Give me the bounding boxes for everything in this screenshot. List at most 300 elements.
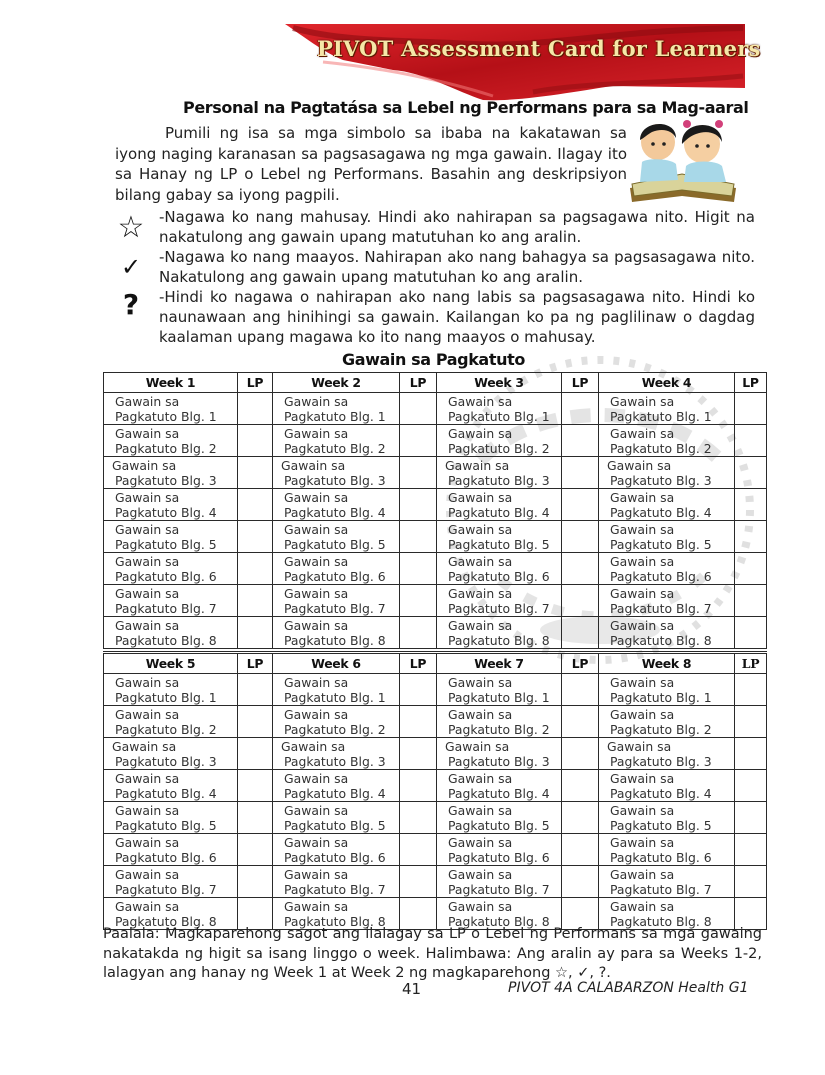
activity-cell <box>599 674 735 706</box>
lp-input-cell[interactable] <box>238 521 273 553</box>
activity-label-line2: Pagkatuto Blg. 2 <box>610 721 712 737</box>
activity-label-line2: Pagkatuto Blg. 2 <box>448 440 550 456</box>
lp-input-cell[interactable] <box>400 674 437 706</box>
activity-label-line2: Pagkatuto Blg. 7 <box>610 881 712 897</box>
activity-label-line2: Pagkatuto Blg. 1 <box>448 408 550 424</box>
week-header: Week 7 <box>437 653 562 674</box>
activity-label-line1: Gawain sa <box>610 521 675 537</box>
lp-input-cell[interactable] <box>735 489 767 521</box>
activity-cell <box>437 834 562 866</box>
activity-cell <box>599 457 735 489</box>
lp-input-cell[interactable] <box>238 802 273 834</box>
assessment-table-weeks-5-8 <box>103 651 767 930</box>
lp-input-cell[interactable] <box>735 585 767 617</box>
activity-cell <box>599 706 735 738</box>
lp-header: LP <box>562 373 599 393</box>
children-reading-illustration <box>622 110 742 205</box>
lp-input-cell[interactable] <box>562 489 599 521</box>
activity-label-line2: Pagkatuto Blg. 3 <box>610 753 712 769</box>
activity-label-line2: Pagkatuto Blg. 8 <box>610 632 712 648</box>
activity-label-line2: Pagkatuto Blg. 7 <box>115 600 217 616</box>
lp-input-cell[interactable] <box>562 393 599 425</box>
activity-label-line1: Gawain sa <box>284 674 349 690</box>
activity-cell <box>104 553 238 585</box>
activity-cell <box>599 802 735 834</box>
activity-label-line1: Gawain sa <box>115 802 180 818</box>
activity-cell <box>104 393 238 425</box>
activity-cell <box>599 425 735 457</box>
activity-cell <box>437 674 562 706</box>
activity-label-line1: Gawain sa <box>445 738 510 754</box>
activity-label-line2: Pagkatuto Blg. 1 <box>610 408 712 424</box>
lp-input-cell[interactable] <box>735 738 767 770</box>
activity-label-line1: Gawain sa <box>448 617 513 633</box>
activity-label-line1: Gawain sa <box>284 802 349 818</box>
activity-label-line2: Pagkatuto Blg. 7 <box>448 600 550 616</box>
lp-input-cell[interactable] <box>400 521 437 553</box>
lp-input-cell[interactable] <box>238 738 273 770</box>
activity-cell <box>104 617 238 649</box>
activity-label-line1: Gawain sa <box>112 738 177 754</box>
activity-label-line1: Gawain sa <box>284 393 349 409</box>
activity-cell <box>104 674 238 706</box>
activity-cell <box>599 393 735 425</box>
activity-cell <box>273 738 400 770</box>
activity-label-line1: Gawain sa <box>610 770 675 786</box>
lp-input-cell[interactable] <box>238 489 273 521</box>
activity-label-line1: Gawain sa <box>610 553 675 569</box>
activity-cell <box>437 617 562 649</box>
activity-cell <box>273 585 400 617</box>
table-row <box>104 674 767 706</box>
activity-label-line2: Pagkatuto Blg. 3 <box>115 472 217 488</box>
activity-label-line1: Gawain sa <box>115 585 180 601</box>
lp-input-cell[interactable] <box>562 834 599 866</box>
activity-label-line1: Gawain sa <box>284 617 349 633</box>
activity-label-line1: Gawain sa <box>448 585 513 601</box>
activity-label-line1: Gawain sa <box>284 553 349 569</box>
activity-label-line1: Gawain sa <box>115 489 180 505</box>
activity-cell <box>273 674 400 706</box>
activity-label-line2: Pagkatuto Blg. 1 <box>115 689 217 705</box>
activity-cell <box>273 457 400 489</box>
activity-label-line1: Gawain sa <box>448 770 513 786</box>
activity-label-line2: Pagkatuto Blg. 6 <box>115 849 217 865</box>
activity-cell <box>437 738 562 770</box>
lp-input-cell[interactable] <box>238 617 273 649</box>
lp-header: LP <box>238 653 273 674</box>
activity-label-line2: Pagkatuto Blg. 5 <box>610 536 712 552</box>
lp-input-cell[interactable] <box>400 738 437 770</box>
activity-label-line2: Pagkatuto Blg. 6 <box>115 568 217 584</box>
table-header-row <box>104 373 767 393</box>
activity-cell <box>273 393 400 425</box>
activity-label-line1: Gawain sa <box>448 706 513 722</box>
activity-cell <box>104 521 238 553</box>
activity-cell <box>437 802 562 834</box>
activity-cell <box>437 553 562 585</box>
activity-cell <box>104 738 238 770</box>
activity-label-line1: Gawain sa <box>610 834 675 850</box>
lp-input-cell[interactable] <box>562 738 599 770</box>
activity-label-line2: Pagkatuto Blg. 5 <box>115 536 217 552</box>
lp-input-cell[interactable] <box>562 866 599 898</box>
intro-text: Pumili ng isa sa mga simbolo sa ibaba na kakatawan sa iyong naging karanasan sa pagsasagawa ng mga gawain. Ilagay ito sa Hanay ng LP o Lebel ng Performans. Basahin ang deskripsiyon bilang gabay sa iyong pagpili. <box>115 124 627 204</box>
activity-cell <box>104 770 238 802</box>
lp-input-cell[interactable] <box>735 617 767 649</box>
activity-label-line2: Pagkatuto Blg. 3 <box>284 753 386 769</box>
activity-label-line2: Pagkatuto Blg. 1 <box>284 689 386 705</box>
page-heading: Personal na Pagtatása sa Lebel ng Performans para sa Mag-aaral <box>183 98 749 117</box>
lp-header: LP <box>735 653 767 674</box>
lp-input-cell[interactable] <box>562 706 599 738</box>
lp-input-cell[interactable] <box>735 770 767 802</box>
lp-input-cell[interactable] <box>400 866 437 898</box>
page-number: 41 <box>402 980 422 998</box>
activity-label-line1: Gawain sa <box>610 706 675 722</box>
lp-input-cell[interactable] <box>400 706 437 738</box>
activity-cell <box>104 489 238 521</box>
activity-label-line2: Pagkatuto Blg. 8 <box>610 913 712 929</box>
week-header: Week 1 <box>104 373 238 393</box>
activity-cell <box>599 770 735 802</box>
table-row <box>104 770 767 802</box>
table-row <box>104 489 767 521</box>
activity-label-line2: Pagkatuto Blg. 5 <box>448 817 550 833</box>
lp-input-cell[interactable] <box>238 457 273 489</box>
activity-cell <box>273 553 400 585</box>
table-row <box>104 425 767 457</box>
table-row <box>104 553 767 585</box>
activity-label-line2: Pagkatuto Blg. 2 <box>284 721 386 737</box>
activity-label-line1: Gawain sa <box>448 834 513 850</box>
table-row <box>104 585 767 617</box>
activity-cell <box>437 457 562 489</box>
activity-cell <box>104 866 238 898</box>
activity-cell <box>104 802 238 834</box>
week-header: Week 5 <box>104 653 238 674</box>
activity-cell <box>437 521 562 553</box>
activity-label-line1: Gawain sa <box>284 770 349 786</box>
lp-input-cell[interactable] <box>238 425 273 457</box>
activity-cell <box>599 553 735 585</box>
star-outline-icon: ☆ <box>117 210 145 245</box>
activity-label-line2: Pagkatuto Blg. 3 <box>448 472 550 488</box>
table-row <box>104 834 767 866</box>
lp-input-cell[interactable] <box>562 425 599 457</box>
banner <box>283 22 763 102</box>
activity-label-line2: Pagkatuto Blg. 1 <box>115 408 217 424</box>
activity-label-line2: Pagkatuto Blg. 4 <box>448 504 550 520</box>
activity-label-line1: Gawain sa <box>284 489 349 505</box>
week-header: Week 2 <box>273 373 400 393</box>
activity-label-line2: Pagkatuto Blg. 4 <box>284 785 386 801</box>
activity-label-line2: Pagkatuto Blg. 4 <box>284 504 386 520</box>
lp-input-cell[interactable] <box>735 834 767 866</box>
table-row <box>104 393 767 425</box>
activity-label-line1: Gawain sa <box>448 553 513 569</box>
table-row <box>104 706 767 738</box>
lp-input-cell[interactable] <box>735 425 767 457</box>
lp-input-cell[interactable] <box>238 866 273 898</box>
lp-input-cell[interactable] <box>400 585 437 617</box>
activity-label-line2: Pagkatuto Blg. 2 <box>610 440 712 456</box>
activity-label-line1: Gawain sa <box>284 834 349 850</box>
activity-label-line1: Gawain sa <box>448 393 513 409</box>
activity-label-line2: Pagkatuto Blg. 7 <box>284 881 386 897</box>
lp-input-cell[interactable] <box>562 617 599 649</box>
legend-item-star <box>116 207 755 247</box>
activity-label-line2: Pagkatuto Blg. 5 <box>115 817 217 833</box>
question-mark-icon: ? <box>122 288 140 321</box>
table-row <box>104 738 767 770</box>
activity-label-line2: Pagkatuto Blg. 1 <box>448 689 550 705</box>
activity-label-line2: Pagkatuto Blg. 4 <box>448 785 550 801</box>
activity-cell <box>599 738 735 770</box>
activity-label-line2: Pagkatuto Blg. 4 <box>610 785 712 801</box>
week-header: Week 3 <box>437 373 562 393</box>
activity-cell <box>104 425 238 457</box>
activity-label-line2: Pagkatuto Blg. 6 <box>448 568 550 584</box>
activity-label-line1: Gawain sa <box>115 425 180 441</box>
activity-cell <box>273 770 400 802</box>
lp-input-cell[interactable] <box>400 770 437 802</box>
activity-label-line2: Pagkatuto Blg. 2 <box>115 721 217 737</box>
activity-cell <box>273 521 400 553</box>
lp-input-cell[interactable] <box>400 425 437 457</box>
lp-input-cell[interactable] <box>238 770 273 802</box>
activity-label-line2: Pagkatuto Blg. 5 <box>610 817 712 833</box>
lp-input-cell[interactable] <box>562 674 599 706</box>
activity-label-line1: Gawain sa <box>112 457 177 473</box>
lp-input-cell[interactable] <box>238 706 273 738</box>
activity-cell <box>437 866 562 898</box>
banner-title: PIVOT Assessment Card for Learners <box>317 36 761 61</box>
activity-label-line2: Pagkatuto Blg. 7 <box>448 881 550 897</box>
lp-header: LP <box>400 653 437 674</box>
activity-label-line1: Gawain sa <box>610 898 675 914</box>
legend-text: -Nagawa ko nang maayos. Nahirapan ako nang bahagya sa pagsasagawa nito. Nakatulong ang gawain upang matutuhan ko ang aralin. <box>159 248 755 286</box>
activity-label-line2: Pagkatuto Blg. 4 <box>115 504 217 520</box>
activity-label-line1: Gawain sa <box>284 706 349 722</box>
lp-header: LP <box>400 373 437 393</box>
lp-input-cell[interactable] <box>400 393 437 425</box>
activity-label-line2: Pagkatuto Blg. 3 <box>610 472 712 488</box>
activity-cell <box>437 706 562 738</box>
activity-cell <box>599 521 735 553</box>
table-row <box>104 521 767 553</box>
activity-label-line2: Pagkatuto Blg. 6 <box>610 568 712 584</box>
lp-input-cell[interactable] <box>562 553 599 585</box>
activity-label-line1: Gawain sa <box>610 393 675 409</box>
activity-label-line1: Gawain sa <box>448 489 513 505</box>
activity-cell <box>599 866 735 898</box>
activity-label-line2: Pagkatuto Blg. 8 <box>284 632 386 648</box>
lp-input-cell[interactable] <box>238 393 273 425</box>
activity-label-line2: Pagkatuto Blg. 2 <box>448 721 550 737</box>
lp-input-cell[interactable] <box>562 585 599 617</box>
activity-label-line1: Gawain sa <box>284 866 349 882</box>
activity-label-line1: Gawain sa <box>610 617 675 633</box>
activity-label-line2: Pagkatuto Blg. 8 <box>115 632 217 648</box>
lp-input-cell[interactable] <box>562 770 599 802</box>
activity-label-line1: Gawain sa <box>607 738 672 754</box>
lp-input-cell[interactable] <box>735 706 767 738</box>
lp-input-cell[interactable] <box>562 802 599 834</box>
lp-input-cell[interactable] <box>735 674 767 706</box>
activity-cell <box>599 489 735 521</box>
activity-label-line1: Gawain sa <box>115 866 180 882</box>
lp-input-cell[interactable] <box>400 617 437 649</box>
activity-label-line1: Gawain sa <box>610 866 675 882</box>
activity-label-line2: Pagkatuto Blg. 3 <box>284 472 386 488</box>
activity-cell <box>599 585 735 617</box>
table-row <box>104 802 767 834</box>
lp-header: LP <box>735 373 767 393</box>
activity-cell <box>104 457 238 489</box>
activity-label-line1: Gawain sa <box>448 521 513 537</box>
activity-label-line2: Pagkatuto Blg. 7 <box>284 600 386 616</box>
table-row <box>104 866 767 898</box>
activity-cell <box>437 585 562 617</box>
assessment-table-weeks-1-4 <box>103 372 767 649</box>
activity-cell <box>599 834 735 866</box>
ribbon-graphic <box>283 22 763 102</box>
activity-label-line1: Gawain sa <box>284 425 349 441</box>
activity-label-line2: Pagkatuto Blg. 7 <box>610 600 712 616</box>
activity-label-line1: Gawain sa <box>448 866 513 882</box>
activity-cell <box>437 425 562 457</box>
activity-label-line1: Gawain sa <box>284 585 349 601</box>
lp-input-cell[interactable] <box>562 457 599 489</box>
lp-header: LP <box>238 373 273 393</box>
legend-text: -Hindi ko nagawa o nahirapan ako nang labis sa pagsasagawa nito. Hindi ko naunawaan ang hinihingi sa gawain. Kailangan ko pa ng paglilinaw o dagdag kaalaman upang magawa ko ito nang maayos o mahusay. <box>159 288 755 346</box>
activity-label-line1: Gawain sa <box>448 802 513 818</box>
activity-label-line2: Pagkatuto Blg. 6 <box>284 568 386 584</box>
activity-label-line1: Gawain sa <box>610 425 675 441</box>
legend-text: -Nagawa ko nang mahusay. Hindi ako nahirapan sa pagsagawa nito. Higit na nakatulong ang gawain upang matutuhan ko ang aralin. <box>159 208 755 246</box>
lp-input-cell[interactable] <box>238 674 273 706</box>
activity-label-line1: Gawain sa <box>115 834 180 850</box>
activity-label-line2: Pagkatuto Blg. 5 <box>284 536 386 552</box>
activity-label-line2: Pagkatuto Blg. 8 <box>448 913 550 929</box>
checkmark-icon: ✓ <box>120 253 142 281</box>
activity-label-line1: Gawain sa <box>610 489 675 505</box>
lp-input-cell[interactable] <box>735 457 767 489</box>
lp-input-cell[interactable] <box>238 553 273 585</box>
activity-cell <box>273 425 400 457</box>
activity-label-line1: Gawain sa <box>448 674 513 690</box>
lp-input-cell[interactable] <box>735 866 767 898</box>
activity-label-line2: Pagkatuto Blg. 3 <box>115 753 217 769</box>
legend-item-check <box>116 247 755 287</box>
activity-label-line1: Gawain sa <box>115 706 180 722</box>
activity-label-line2: Pagkatuto Blg. 8 <box>448 632 550 648</box>
activity-cell <box>104 585 238 617</box>
activity-cell <box>437 393 562 425</box>
lp-input-cell[interactable] <box>562 521 599 553</box>
week-header: Week 6 <box>273 653 400 674</box>
reminder-note: Paalala: Magkaparehong sagot ang ilalagay sa LP o Lebel ng Performans sa mga gawaing nakatakda ng higit sa isang linggo o week. Halimbawa: Ang aralin ay para sa Weeks 1-2, lalagyan ang hanay ng Week 1 at Week 2 ng magkaparehong ☆, ✓, ?. <box>103 926 762 981</box>
activity-label-line1: Gawain sa <box>445 457 510 473</box>
table-row <box>104 457 767 489</box>
activity-label-line1: Gawain sa <box>610 674 675 690</box>
legend-item-question <box>116 287 755 347</box>
activity-label-line2: Pagkatuto Blg. 4 <box>610 504 712 520</box>
activity-cell <box>273 866 400 898</box>
activity-label-line1: Gawain sa <box>115 521 180 537</box>
activity-label-line1: Gawain sa <box>281 738 346 754</box>
activity-cell <box>273 617 400 649</box>
activity-cell <box>437 489 562 521</box>
activity-label-line1: Gawain sa <box>115 393 180 409</box>
activity-label-line1: Gawain sa <box>610 585 675 601</box>
activity-label-line2: Pagkatuto Blg. 6 <box>448 849 550 865</box>
activity-label-line1: Gawain sa <box>115 674 180 690</box>
activity-label-line1: Gawain sa <box>607 457 672 473</box>
activity-label-line2: Pagkatuto Blg. 2 <box>115 440 217 456</box>
activity-label-line2: Pagkatuto Blg. 8 <box>115 913 217 929</box>
activity-label-line2: Pagkatuto Blg. 6 <box>284 849 386 865</box>
activity-cell <box>273 802 400 834</box>
activity-label-line2: Pagkatuto Blg. 1 <box>610 689 712 705</box>
intro-paragraph <box>115 123 627 205</box>
activity-label-line1: Gawain sa <box>284 898 349 914</box>
lp-input-cell[interactable] <box>735 802 767 834</box>
table-header-row <box>104 653 767 674</box>
lp-input-cell[interactable] <box>400 834 437 866</box>
activity-label-line2: Pagkatuto Blg. 1 <box>284 408 386 424</box>
lp-input-cell[interactable] <box>400 489 437 521</box>
table-title: Gawain sa Pagkatuto <box>342 350 525 369</box>
activity-label-line1: Gawain sa <box>448 425 513 441</box>
lp-input-cell[interactable] <box>735 521 767 553</box>
activity-label-line2: Pagkatuto Blg. 3 <box>448 753 550 769</box>
activity-cell <box>599 617 735 649</box>
lp-input-cell[interactable] <box>238 834 273 866</box>
activity-label-line1: Gawain sa <box>284 521 349 537</box>
activity-label-line1: Gawain sa <box>610 802 675 818</box>
activity-label-line1: Gawain sa <box>115 553 180 569</box>
footer-text: PIVOT 4A CALABARZON Health G1 <box>508 980 749 996</box>
lp-header: LP <box>562 653 599 674</box>
activity-cell <box>104 706 238 738</box>
week-header: Week 8 <box>599 653 735 674</box>
table-row <box>104 617 767 649</box>
lp-input-cell[interactable] <box>238 585 273 617</box>
activity-cell <box>273 489 400 521</box>
lp-input-cell[interactable] <box>735 553 767 585</box>
activity-cell <box>273 706 400 738</box>
week-header: Week 4 <box>599 373 735 393</box>
activity-label-line2: Pagkatuto Blg. 7 <box>115 881 217 897</box>
activity-label-line2: Pagkatuto Blg. 5 <box>284 817 386 833</box>
activity-label-line1: Gawain sa <box>115 617 180 633</box>
activity-label-line2: Pagkatuto Blg. 2 <box>284 440 386 456</box>
activity-label-line2: Pagkatuto Blg. 8 <box>284 913 386 929</box>
lp-input-cell[interactable] <box>400 802 437 834</box>
lp-input-cell[interactable] <box>735 393 767 425</box>
activity-cell <box>104 834 238 866</box>
activity-label-line2: Pagkatuto Blg. 6 <box>610 849 712 865</box>
activity-label-line1: Gawain sa <box>281 457 346 473</box>
lp-input-cell[interactable] <box>400 553 437 585</box>
lp-input-cell[interactable] <box>400 457 437 489</box>
activity-label-line2: Pagkatuto Blg. 4 <box>115 785 217 801</box>
activity-label-line2: Pagkatuto Blg. 5 <box>448 536 550 552</box>
activity-cell <box>437 770 562 802</box>
activity-label-line1: Gawain sa <box>115 770 180 786</box>
